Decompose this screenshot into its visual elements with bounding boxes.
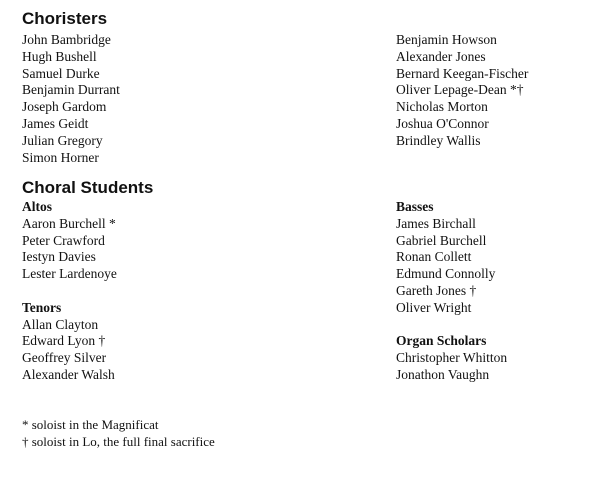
chorister-name: Alexander Jones <box>396 48 486 64</box>
chorister-name: Simon Horner <box>22 149 99 165</box>
footnote-asterisk: * soloist in the Magnificat <box>22 417 159 432</box>
alto-name: Peter Crawford <box>22 232 105 248</box>
choristers-left-list <box>22 32 120 166</box>
choral-students-right-list <box>396 199 507 384</box>
choristers-right-list <box>396 32 528 150</box>
chorister-name: John Bambridge <box>22 32 111 47</box>
chorister-name: Samuel Durke <box>22 65 100 81</box>
bass-name: James Birchall <box>396 215 476 231</box>
bass-name: Gabriel Burchell <box>396 232 487 248</box>
choral-students-heading: Choral Students <box>22 178 154 197</box>
footnote-dagger: † soloist in Lo, the full final sacrifice <box>22 434 215 449</box>
chorister-name: Oliver Lepage-Dean *† <box>396 82 524 98</box>
footnotes <box>22 416 215 450</box>
chorister-name: James Geidt <box>22 115 89 131</box>
organ-scholar-name: Christopher Whitton <box>396 350 508 366</box>
chorister-name: Hugh Bushell <box>22 48 97 64</box>
choral-students-left-list <box>22 199 117 384</box>
chorister-name: Benjamin Howson <box>396 32 497 47</box>
chorister-name: Joshua O'Connor <box>396 115 489 131</box>
altos-subheading: Altos <box>22 199 52 214</box>
organ-scholar-name: Jonathon Vaughn <box>396 366 490 382</box>
chorister-name: Bernard Keegan-Fischer <box>396 65 529 81</box>
alto-name: Lester Lardenoye <box>22 266 117 282</box>
alto-name: Aaron Burchell * <box>22 215 116 231</box>
bass-name: Ronan Collett <box>396 249 472 265</box>
chorister-name: Julian Gregory <box>22 132 103 148</box>
bass-name: Gareth Jones † <box>396 282 477 298</box>
bass-name: Oliver Wright <box>396 299 472 315</box>
alto-name: Iestyn Davies <box>22 249 96 265</box>
chorister-name: Brindley Wallis <box>396 132 481 148</box>
spacer <box>22 283 117 300</box>
tenor-name: Allan Clayton <box>22 316 99 332</box>
tenor-name: Geoffrey Silver <box>22 350 107 366</box>
basses-subheading: Basses <box>396 199 434 214</box>
bass-name: Edmund Connolly <box>396 266 496 282</box>
organ-scholars-subheading: Organ Scholars <box>396 333 487 349</box>
chorister-name: Joseph Gardom <box>22 99 107 115</box>
tenors-subheading: Tenors <box>22 299 62 315</box>
tenor-name: Alexander Walsh <box>22 366 115 382</box>
tenor-name: Edward Lyon † <box>22 333 106 349</box>
chorister-name: Nicholas Morton <box>396 99 488 115</box>
choristers-heading: Choristers <box>22 9 108 28</box>
spacer <box>396 317 507 334</box>
chorister-name: Benjamin Durrant <box>22 82 120 98</box>
